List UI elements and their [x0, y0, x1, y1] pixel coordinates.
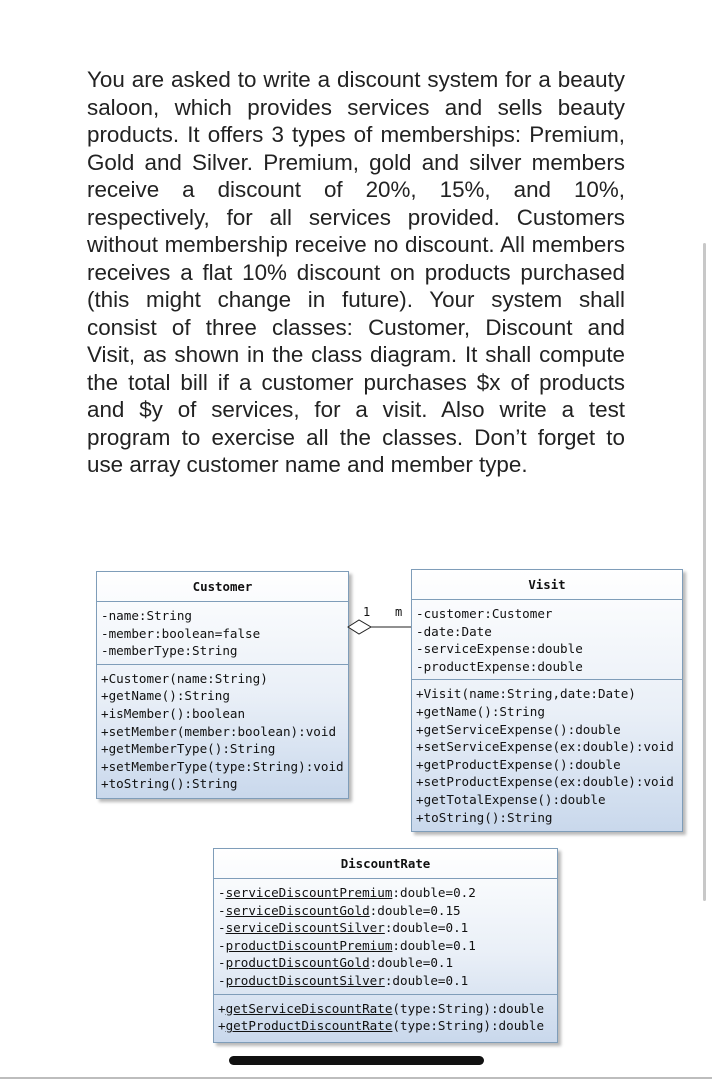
visit-method: +Visit(name:String,date:Date) — [416, 686, 636, 702]
discountrate-attribute: -productDiscountSilver:double=0.1 — [218, 972, 469, 988]
discountrate-attribute: -productDiscountGold:double=0.1 — [218, 955, 454, 971]
discountrate-class-title: DiscountRate — [214, 849, 557, 879]
customer-attribute: -member:boolean=false — [101, 625, 261, 641]
visit-method: +getServiceExpense():double — [416, 721, 621, 737]
customer-attribute: -memberType:String — [101, 643, 238, 659]
home-indicator[interactable] — [229, 1056, 484, 1065]
discountrate-attribute: -serviceDiscountSilver:double=0.1 — [218, 920, 469, 936]
customer-attribute: -name:String — [101, 608, 192, 623]
visit-method: +getName():String — [416, 703, 545, 719]
discountrate-method: +getServiceDiscountRate(type:String):double — [218, 1000, 545, 1016]
discountrate-attributes — [214, 879, 557, 995]
discountrate-attribute: -productDiscountPremium:double=0.1 — [218, 937, 476, 953]
discountrate-attribute: -serviceDiscountGold:double=0.15 — [218, 902, 461, 918]
visit-attribute: -customer:Customer — [416, 606, 553, 621]
discountrate-attribute: -serviceDiscountPremium:double=0.2 — [218, 885, 476, 900]
discountrate-class-box — [213, 848, 558, 1043]
customer-method: +getName():String — [101, 688, 230, 704]
customer-method: +setMember(member:boolean):void — [101, 723, 337, 739]
discountrate-methods — [214, 995, 557, 1039]
visit-method: +toString():String — [416, 809, 553, 825]
visit-class-title: Visit — [412, 570, 682, 600]
visit-attribute: -date:Date — [416, 623, 492, 639]
multiplicity-one: 1 — [363, 605, 371, 619]
visit-method: +setServiceExpense(ex:double):void — [416, 739, 674, 755]
aggregation-diamond-icon — [348, 620, 371, 634]
discountrate-method: +getProductDiscountRate(type:String):double — [218, 1018, 545, 1034]
visit-attribute: -productExpense:double — [416, 658, 583, 674]
multiplicity-many: m — [395, 605, 403, 619]
bottom-divider — [0, 1077, 712, 1079]
customer-method: +getMemberType():String — [101, 741, 276, 757]
visit-method: +getProductExpense():double — [416, 756, 621, 772]
customer-method: +Customer(name:String) — [101, 670, 268, 686]
visit-attribute: -serviceExpense:double — [416, 641, 583, 657]
problem-description: You are asked to write a discount system for a beauty saloon, which provides services and sells beauty products. It offers 3 types of memberships: Premium, Gold and Silver. Premium, gold and silver members receive a discount of 20%, 15%, and 10%, respectively, for all services provided. Customers without membership receive no discount. All members receives a flat 10% discount on products purchased (this might change in future). Your system shall consist of three classes: Customer, Discount and Visit, as shown in the class diagram. It shall compute the total bill if a customer purchases $x of products and $y of services, for a visit. Also write a test program to exercise all the classes. Don’t forget to use array customer name and member type. — [87, 67, 625, 477]
customer-method: +isMember():boolean — [101, 705, 246, 721]
customer-method: +setMemberType(type:String):void — [101, 758, 344, 774]
customer-method: +toString():String — [101, 776, 238, 792]
visit-method: +setProductExpense(ex:double):void — [416, 774, 674, 790]
visit-method: +getTotalExpense():double — [416, 791, 606, 807]
customer-class-title: Customer — [97, 572, 348, 602]
